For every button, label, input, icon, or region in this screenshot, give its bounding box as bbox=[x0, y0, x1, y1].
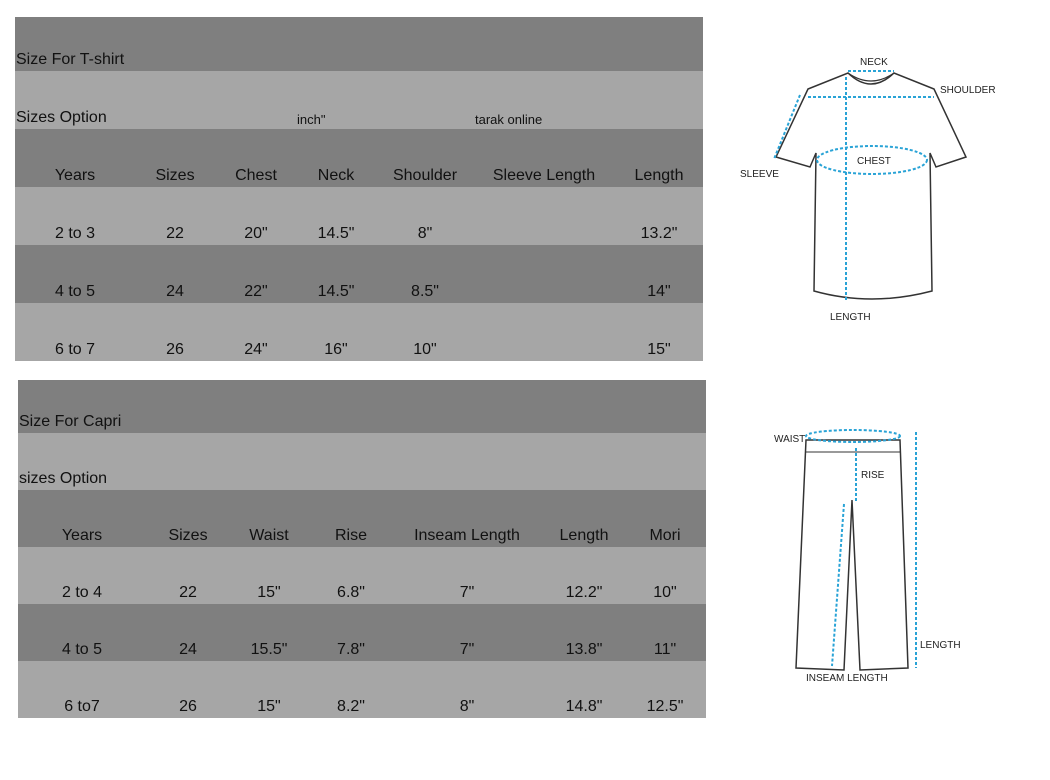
cell-waist: 15" bbox=[257, 584, 281, 601]
table-row bbox=[15, 245, 703, 303]
tshirt-brand-note: tarak online bbox=[475, 112, 543, 127]
header-neck: Neck bbox=[317, 167, 355, 184]
cell-rise: 6.8" bbox=[337, 584, 365, 601]
table-row bbox=[18, 604, 706, 661]
capri-measurement-diagram bbox=[770, 420, 970, 690]
capri-outline bbox=[796, 440, 908, 670]
cell-sizes: 24 bbox=[179, 641, 197, 658]
cell-waist: 15" bbox=[257, 698, 281, 715]
header-sizes: Sizes bbox=[168, 527, 208, 544]
cell-mori: 12.5" bbox=[646, 698, 684, 715]
cell-chest: 24" bbox=[244, 341, 268, 358]
shoulder-label: SHOULDER bbox=[940, 85, 996, 96]
cell-shoulder: 8" bbox=[417, 225, 433, 242]
tshirt-unit-note: inch" bbox=[297, 112, 326, 127]
cell-shoulder: 10" bbox=[413, 341, 437, 358]
length-label: LENGTH bbox=[830, 312, 871, 323]
header-sizes: Sizes bbox=[155, 167, 195, 184]
cell-sizes: 22 bbox=[166, 225, 184, 242]
header-shoulder: Shoulder bbox=[392, 167, 458, 184]
header-inseam-length: Inseam Length bbox=[414, 527, 520, 544]
header-length: Length bbox=[559, 527, 609, 544]
cell-years: 4 to 5 bbox=[54, 283, 96, 300]
tshirt-options-label: Sizes Option bbox=[16, 109, 107, 126]
header-waist: Waist bbox=[249, 527, 289, 544]
header-years: Years bbox=[61, 527, 103, 544]
capri-options-row bbox=[18, 433, 706, 490]
tshirt-measurement-diagram bbox=[730, 45, 1020, 335]
header-length: Length bbox=[634, 167, 684, 184]
tshirt-size-table bbox=[15, 17, 703, 361]
tshirt-outline bbox=[776, 73, 966, 299]
waist-label: WAIST bbox=[774, 434, 806, 445]
cell-years: 2 to 4 bbox=[61, 584, 103, 601]
cell-sizes: 26 bbox=[179, 698, 197, 715]
capri-header-row bbox=[18, 490, 706, 547]
cell-neck: 14.5" bbox=[317, 225, 355, 242]
inseam-label: INSEAM LENGTH bbox=[806, 673, 888, 684]
tshirt-title: Size For T-shirt bbox=[16, 51, 125, 68]
header-mori: Mori bbox=[649, 527, 681, 544]
cell-inseam-length: 8" bbox=[459, 698, 475, 715]
tshirt-title-row bbox=[15, 17, 703, 71]
cell-mori: 11" bbox=[653, 641, 677, 658]
capri-title: Size For Capri bbox=[19, 413, 122, 430]
header-chest: Chest bbox=[235, 167, 277, 184]
header-rise: Rise bbox=[334, 527, 368, 544]
cell-rise: 7.8" bbox=[337, 641, 365, 658]
sleeve-label: SLEEVE bbox=[740, 169, 779, 180]
tshirt-header-row bbox=[15, 129, 703, 187]
cell-chest: 22" bbox=[244, 283, 268, 300]
rise-label: RISE bbox=[861, 470, 885, 481]
cell-years: 6 to7 bbox=[64, 698, 100, 715]
tshirt-options-row bbox=[15, 71, 703, 129]
cell-length: 12.2" bbox=[565, 584, 603, 601]
header-sleeve-length: Sleeve Length bbox=[492, 167, 596, 184]
cell-length: 14" bbox=[647, 283, 671, 300]
cell-neck: 14.5" bbox=[317, 283, 355, 300]
cell-waist: 15.5" bbox=[250, 641, 288, 658]
cell-length: 15" bbox=[647, 341, 671, 358]
cell-sizes: 24 bbox=[166, 283, 184, 300]
table-row bbox=[15, 187, 703, 245]
pants-length-label: LENGTH bbox=[920, 640, 961, 651]
table-row bbox=[15, 303, 703, 361]
neck-label: NECK bbox=[860, 57, 888, 68]
cell-length: 13.8" bbox=[565, 641, 603, 658]
cell-inseam-length: 7" bbox=[459, 584, 475, 601]
table-row bbox=[18, 661, 706, 718]
cell-length: 13.2" bbox=[640, 225, 678, 242]
cell-rise: 8.2" bbox=[337, 698, 365, 715]
cell-mori: 10" bbox=[653, 584, 677, 601]
cell-sizes: 26 bbox=[166, 341, 184, 358]
cell-years: 6 to 7 bbox=[54, 341, 96, 358]
header-years: Years bbox=[54, 167, 96, 184]
capri-size-table bbox=[18, 380, 706, 718]
cell-sizes: 22 bbox=[179, 584, 197, 601]
table-row bbox=[18, 547, 706, 604]
cell-length: 14.8" bbox=[565, 698, 603, 715]
capri-options-label: sizes Option bbox=[19, 470, 108, 487]
cell-neck: 16" bbox=[324, 341, 348, 358]
cell-years: 2 to 3 bbox=[54, 225, 96, 242]
cell-inseam-length: 7" bbox=[459, 641, 475, 658]
cell-years: 4 to 5 bbox=[61, 641, 103, 658]
cell-chest: 20" bbox=[244, 225, 268, 242]
chest-label: CHEST bbox=[857, 156, 891, 167]
capri-title-row bbox=[18, 380, 706, 433]
cell-shoulder: 8.5" bbox=[411, 283, 439, 300]
